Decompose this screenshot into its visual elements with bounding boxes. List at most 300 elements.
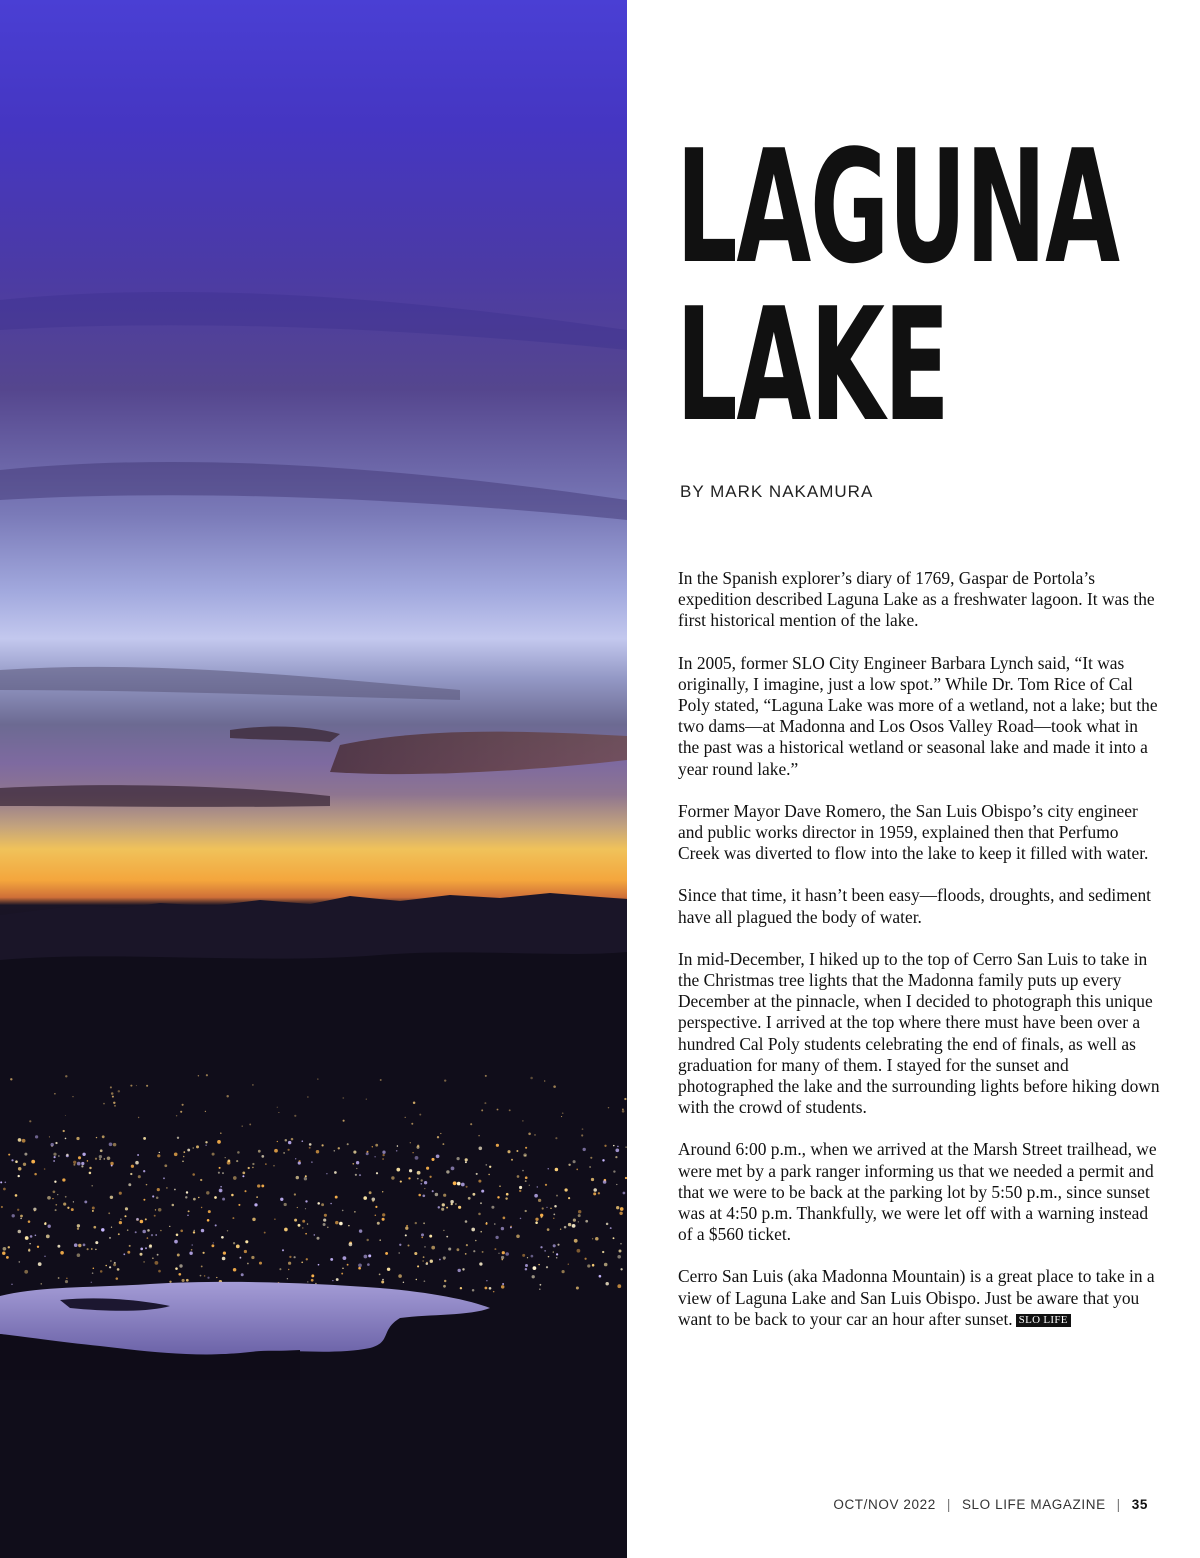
city-light [145, 1218, 147, 1220]
city-light [63, 1130, 65, 1132]
city-light [544, 1080, 545, 1081]
city-light [66, 1154, 68, 1156]
city-light [203, 1252, 205, 1254]
city-light [44, 1168, 46, 1170]
city-light [599, 1275, 602, 1278]
city-light [595, 1237, 599, 1241]
city-light [24, 1153, 27, 1156]
city-light [560, 1228, 561, 1229]
city-light [466, 1244, 468, 1246]
city-light [485, 1287, 488, 1290]
city-light [92, 1272, 94, 1274]
city-light [323, 1219, 326, 1222]
city-light [485, 1075, 487, 1077]
city-light [421, 1179, 423, 1181]
city-light [183, 1156, 185, 1158]
city-light [278, 1112, 279, 1113]
city-light [462, 1268, 464, 1270]
city-light [382, 1218, 385, 1221]
city-light [82, 1153, 85, 1156]
city-light [550, 1208, 551, 1209]
city-light [220, 1186, 222, 1188]
city-light [91, 1185, 93, 1187]
city-light [258, 1150, 261, 1153]
city-light [426, 1167, 429, 1170]
city-light [441, 1208, 444, 1211]
city-light [497, 1109, 499, 1111]
city-light [355, 1174, 357, 1176]
city-light [501, 1259, 503, 1261]
city-light [53, 1160, 55, 1162]
city-light [453, 1181, 457, 1185]
city-light [237, 1151, 240, 1154]
city-light [172, 1204, 175, 1207]
city-light [264, 1232, 266, 1234]
city-light [335, 1196, 338, 1199]
city-light [372, 1200, 374, 1202]
city-light [65, 1138, 67, 1140]
city-light [457, 1269, 460, 1272]
city-light [180, 1111, 182, 1113]
city-light [363, 1196, 367, 1200]
city-light [297, 1207, 298, 1208]
city-light [617, 1284, 621, 1288]
city-light [77, 1162, 81, 1166]
city-light [140, 1248, 143, 1251]
city-light [41, 1283, 42, 1284]
city-light [539, 1288, 541, 1290]
city-light [587, 1264, 590, 1267]
city-light [8, 1154, 10, 1156]
city-light [440, 1133, 441, 1134]
city-light [143, 1170, 145, 1172]
city-light [219, 1167, 221, 1169]
city-light [505, 1197, 507, 1199]
city-light [298, 1224, 301, 1227]
city-light [95, 1241, 98, 1244]
city-light [306, 1258, 308, 1260]
city-light [382, 1154, 384, 1156]
city-light [137, 1154, 139, 1156]
city-light [548, 1168, 549, 1169]
city-light [257, 1184, 260, 1187]
city-light [211, 1244, 214, 1247]
city-light [568, 1223, 571, 1226]
city-light [35, 1234, 37, 1236]
title-line-1: LAGUNA [676, 116, 1119, 298]
city-light [568, 1164, 570, 1166]
city-light [73, 1161, 76, 1164]
city-light [334, 1150, 336, 1152]
city-light [294, 1219, 297, 1222]
city-light [12, 1214, 15, 1217]
city-light [294, 1193, 296, 1195]
city-light [622, 1110, 625, 1113]
city-light [182, 1279, 185, 1282]
city-light [125, 1207, 128, 1210]
city-light [556, 1257, 558, 1259]
city-light [142, 1230, 146, 1234]
end-mark: SLO LIFE [1016, 1314, 1071, 1327]
city-light [537, 1186, 538, 1187]
city-light [287, 1278, 288, 1279]
city-light [238, 1204, 240, 1206]
city-light [410, 1142, 411, 1143]
city-light [455, 1203, 457, 1205]
city-light [109, 1266, 111, 1268]
city-light [546, 1266, 548, 1268]
city-light [311, 1161, 313, 1163]
city-light [359, 1174, 361, 1176]
city-light [535, 1218, 538, 1221]
city-light [448, 1247, 451, 1250]
city-light [157, 1154, 160, 1157]
city-light [545, 1184, 547, 1186]
city-light [78, 1244, 81, 1247]
city-light [506, 1193, 509, 1196]
city-light [516, 1235, 520, 1239]
city-light [23, 1163, 26, 1166]
city-light [437, 1136, 439, 1138]
city-light [214, 1196, 217, 1199]
city-light [547, 1228, 550, 1231]
city-light [72, 1096, 73, 1097]
city-light [382, 1213, 385, 1216]
city-light [438, 1206, 440, 1208]
page-number: 35 [1131, 1497, 1148, 1512]
city-light [207, 1219, 210, 1222]
city-light [291, 1138, 294, 1141]
city-light [374, 1156, 375, 1157]
city-light [507, 1150, 510, 1153]
city-light [555, 1137, 557, 1139]
city-light [484, 1102, 486, 1104]
city-light [485, 1164, 487, 1166]
city-light [242, 1125, 243, 1126]
city-light [48, 1225, 51, 1228]
city-light [212, 1153, 215, 1156]
city-light [249, 1123, 251, 1125]
city-light [592, 1264, 595, 1267]
city-light [624, 1098, 626, 1100]
city-light [412, 1152, 413, 1153]
city-light [34, 1210, 35, 1211]
city-light [179, 1264, 182, 1267]
city-light [478, 1180, 481, 1183]
city-light [127, 1229, 129, 1231]
city-light [431, 1246, 435, 1250]
city-light [175, 1267, 178, 1270]
city-light [424, 1280, 426, 1282]
city-light [102, 1135, 105, 1138]
city-light [15, 1160, 18, 1163]
city-light [146, 1085, 148, 1087]
city-light [562, 1270, 565, 1273]
city-light [498, 1253, 499, 1254]
city-light [502, 1251, 505, 1254]
city-light [359, 1229, 362, 1232]
city-light [416, 1279, 417, 1280]
city-light [620, 1268, 622, 1270]
city-light [573, 1219, 576, 1222]
city-light [443, 1259, 444, 1260]
city-light [155, 1209, 156, 1210]
city-light [129, 1245, 131, 1247]
city-light [222, 1172, 224, 1174]
city-light [356, 1168, 357, 1169]
city-light [307, 1096, 308, 1097]
city-light [177, 1254, 180, 1257]
city-light [53, 1153, 56, 1156]
city-light [532, 1275, 535, 1278]
city-light [58, 1155, 59, 1156]
city-light [239, 1257, 241, 1259]
city-light [55, 1209, 57, 1211]
city-light [89, 1172, 92, 1175]
city-light [99, 1155, 102, 1158]
city-light [316, 1150, 319, 1153]
city-light [375, 1206, 377, 1208]
city-light [65, 1075, 67, 1077]
city-light [93, 1268, 95, 1270]
city-light [220, 1132, 222, 1134]
city-light [77, 1253, 81, 1257]
city-light [480, 1202, 482, 1204]
city-light [201, 1207, 202, 1208]
city-light [602, 1159, 604, 1161]
city-light [156, 1197, 159, 1200]
city-light [247, 1263, 249, 1265]
city-light [110, 1196, 113, 1199]
city-light [37, 1246, 39, 1248]
city-light [422, 1260, 423, 1261]
footer-separator: | [946, 1497, 951, 1512]
city-light [424, 1181, 427, 1184]
city-light [616, 1206, 619, 1209]
city-light [176, 1115, 177, 1116]
city-light [146, 1184, 148, 1186]
city-light [364, 1255, 368, 1259]
city-light [8, 1246, 10, 1248]
city-light [196, 1145, 199, 1148]
city-light [444, 1079, 446, 1081]
city-light [289, 1256, 291, 1258]
city-light [347, 1143, 349, 1145]
city-light [616, 1184, 617, 1185]
city-light [585, 1220, 588, 1223]
city-light [381, 1281, 384, 1284]
city-light [193, 1147, 194, 1148]
city-light [228, 1160, 231, 1163]
city-light [366, 1152, 369, 1155]
city-light [317, 1078, 319, 1080]
city-light [451, 1167, 455, 1171]
city-light [414, 1252, 417, 1255]
city-light [525, 1180, 527, 1182]
city-light [540, 1246, 542, 1248]
city-light [429, 1176, 431, 1178]
city-light [305, 1233, 307, 1235]
city-light [152, 1195, 154, 1197]
city-light [38, 1262, 42, 1266]
cloud-streak [0, 462, 627, 520]
city-light [581, 1134, 583, 1136]
city-light [432, 1190, 434, 1192]
city-light [304, 1177, 307, 1180]
city-light [525, 1264, 528, 1267]
city-light [233, 1242, 235, 1244]
city-light [335, 1221, 339, 1225]
city-light [91, 1282, 92, 1283]
city-light [480, 1231, 482, 1233]
city-light [525, 1176, 528, 1179]
city-light [66, 1278, 67, 1279]
city-light [458, 1206, 461, 1209]
city-light [177, 1137, 179, 1139]
city-light [140, 1253, 143, 1256]
city-light [366, 1239, 368, 1241]
city-light [590, 1157, 592, 1159]
city-light [57, 1194, 58, 1195]
city-light [191, 1249, 193, 1251]
city-light [117, 1268, 120, 1271]
city-light [555, 1168, 559, 1172]
city-light [491, 1206, 494, 1209]
city-light [592, 1238, 593, 1239]
city-light [164, 1164, 167, 1167]
city-light [58, 1277, 60, 1279]
city-light [479, 1262, 482, 1265]
city-light [415, 1156, 419, 1160]
city-light [520, 1218, 522, 1220]
city-light [252, 1167, 254, 1169]
city-light [465, 1158, 468, 1161]
city-light [382, 1191, 383, 1192]
city-light [63, 1203, 66, 1206]
city-light [100, 1149, 103, 1152]
city-light [481, 1190, 484, 1193]
city-light [55, 1204, 57, 1206]
city-light [473, 1250, 475, 1252]
city-light [0, 1181, 2, 1183]
city-light [615, 1148, 619, 1152]
city-light [226, 1095, 228, 1097]
city-light [368, 1254, 371, 1257]
city-light [30, 1235, 33, 1238]
city-light [301, 1261, 303, 1263]
city-light [411, 1123, 413, 1125]
city-light [372, 1146, 373, 1147]
city-light [200, 1179, 202, 1181]
city-light [31, 1160, 35, 1164]
city-light [151, 1234, 153, 1236]
city-light [183, 1151, 185, 1153]
city-light [283, 1152, 285, 1154]
city-light [93, 1226, 96, 1229]
city-light [265, 1163, 266, 1164]
city-light [242, 1172, 245, 1175]
city-light [375, 1214, 377, 1216]
city-light [60, 1251, 64, 1255]
city-light [77, 1224, 80, 1227]
city-light [73, 1164, 75, 1166]
city-light [466, 1186, 468, 1188]
city-light [423, 1256, 425, 1258]
city-light [149, 1245, 152, 1248]
title-line-2: LAKE [676, 274, 949, 456]
city-light [44, 1223, 46, 1225]
city-light [288, 1141, 291, 1144]
city-light [198, 1075, 199, 1076]
city-light [387, 1268, 390, 1271]
city-light [233, 1176, 237, 1180]
city-light [482, 1251, 484, 1253]
city-light [457, 1182, 461, 1186]
cloud-streak [0, 785, 330, 807]
city-light [553, 1085, 556, 1088]
city-light [619, 1250, 622, 1253]
city-light [101, 1228, 104, 1231]
city-light [215, 1224, 217, 1226]
city-light [18, 1175, 20, 1177]
city-light [527, 1257, 528, 1258]
city-light [352, 1163, 354, 1165]
city-light [342, 1210, 344, 1212]
city-light [553, 1251, 554, 1252]
city-light [529, 1185, 530, 1186]
city-light [409, 1169, 412, 1172]
city-light [326, 1173, 327, 1174]
city-light [553, 1218, 554, 1219]
city-light [81, 1165, 83, 1167]
city-light [288, 1262, 291, 1265]
paragraph-last [678, 1266, 1160, 1330]
city-light [208, 1210, 211, 1213]
city-light [227, 1230, 228, 1231]
city-light [65, 1115, 66, 1116]
city-light [284, 1228, 288, 1232]
city-light [302, 1220, 305, 1223]
city-light [232, 1217, 234, 1219]
footer-separator: | [1116, 1497, 1121, 1512]
city-light [89, 1167, 91, 1169]
city-light [205, 1141, 207, 1143]
city-light [502, 1283, 504, 1285]
city-light [65, 1280, 68, 1283]
city-light [446, 1236, 448, 1238]
city-light [348, 1225, 350, 1227]
city-light [311, 1279, 314, 1282]
city-light [293, 1256, 295, 1258]
city-light [73, 1201, 74, 1202]
city-light [105, 1265, 107, 1267]
city-light [244, 1250, 247, 1253]
city-light [423, 1222, 425, 1224]
city-light [206, 1074, 208, 1076]
city-light [615, 1156, 617, 1158]
city-light [155, 1261, 159, 1265]
city-light [187, 1149, 190, 1152]
city-light [29, 1243, 30, 1244]
city-light [174, 1152, 178, 1156]
city-light [431, 1158, 434, 1161]
city-light [576, 1286, 579, 1289]
city-light [305, 1200, 307, 1202]
city-light [5, 1182, 7, 1184]
city-light [465, 1253, 467, 1255]
city-light [553, 1244, 556, 1247]
city-light [546, 1207, 547, 1208]
